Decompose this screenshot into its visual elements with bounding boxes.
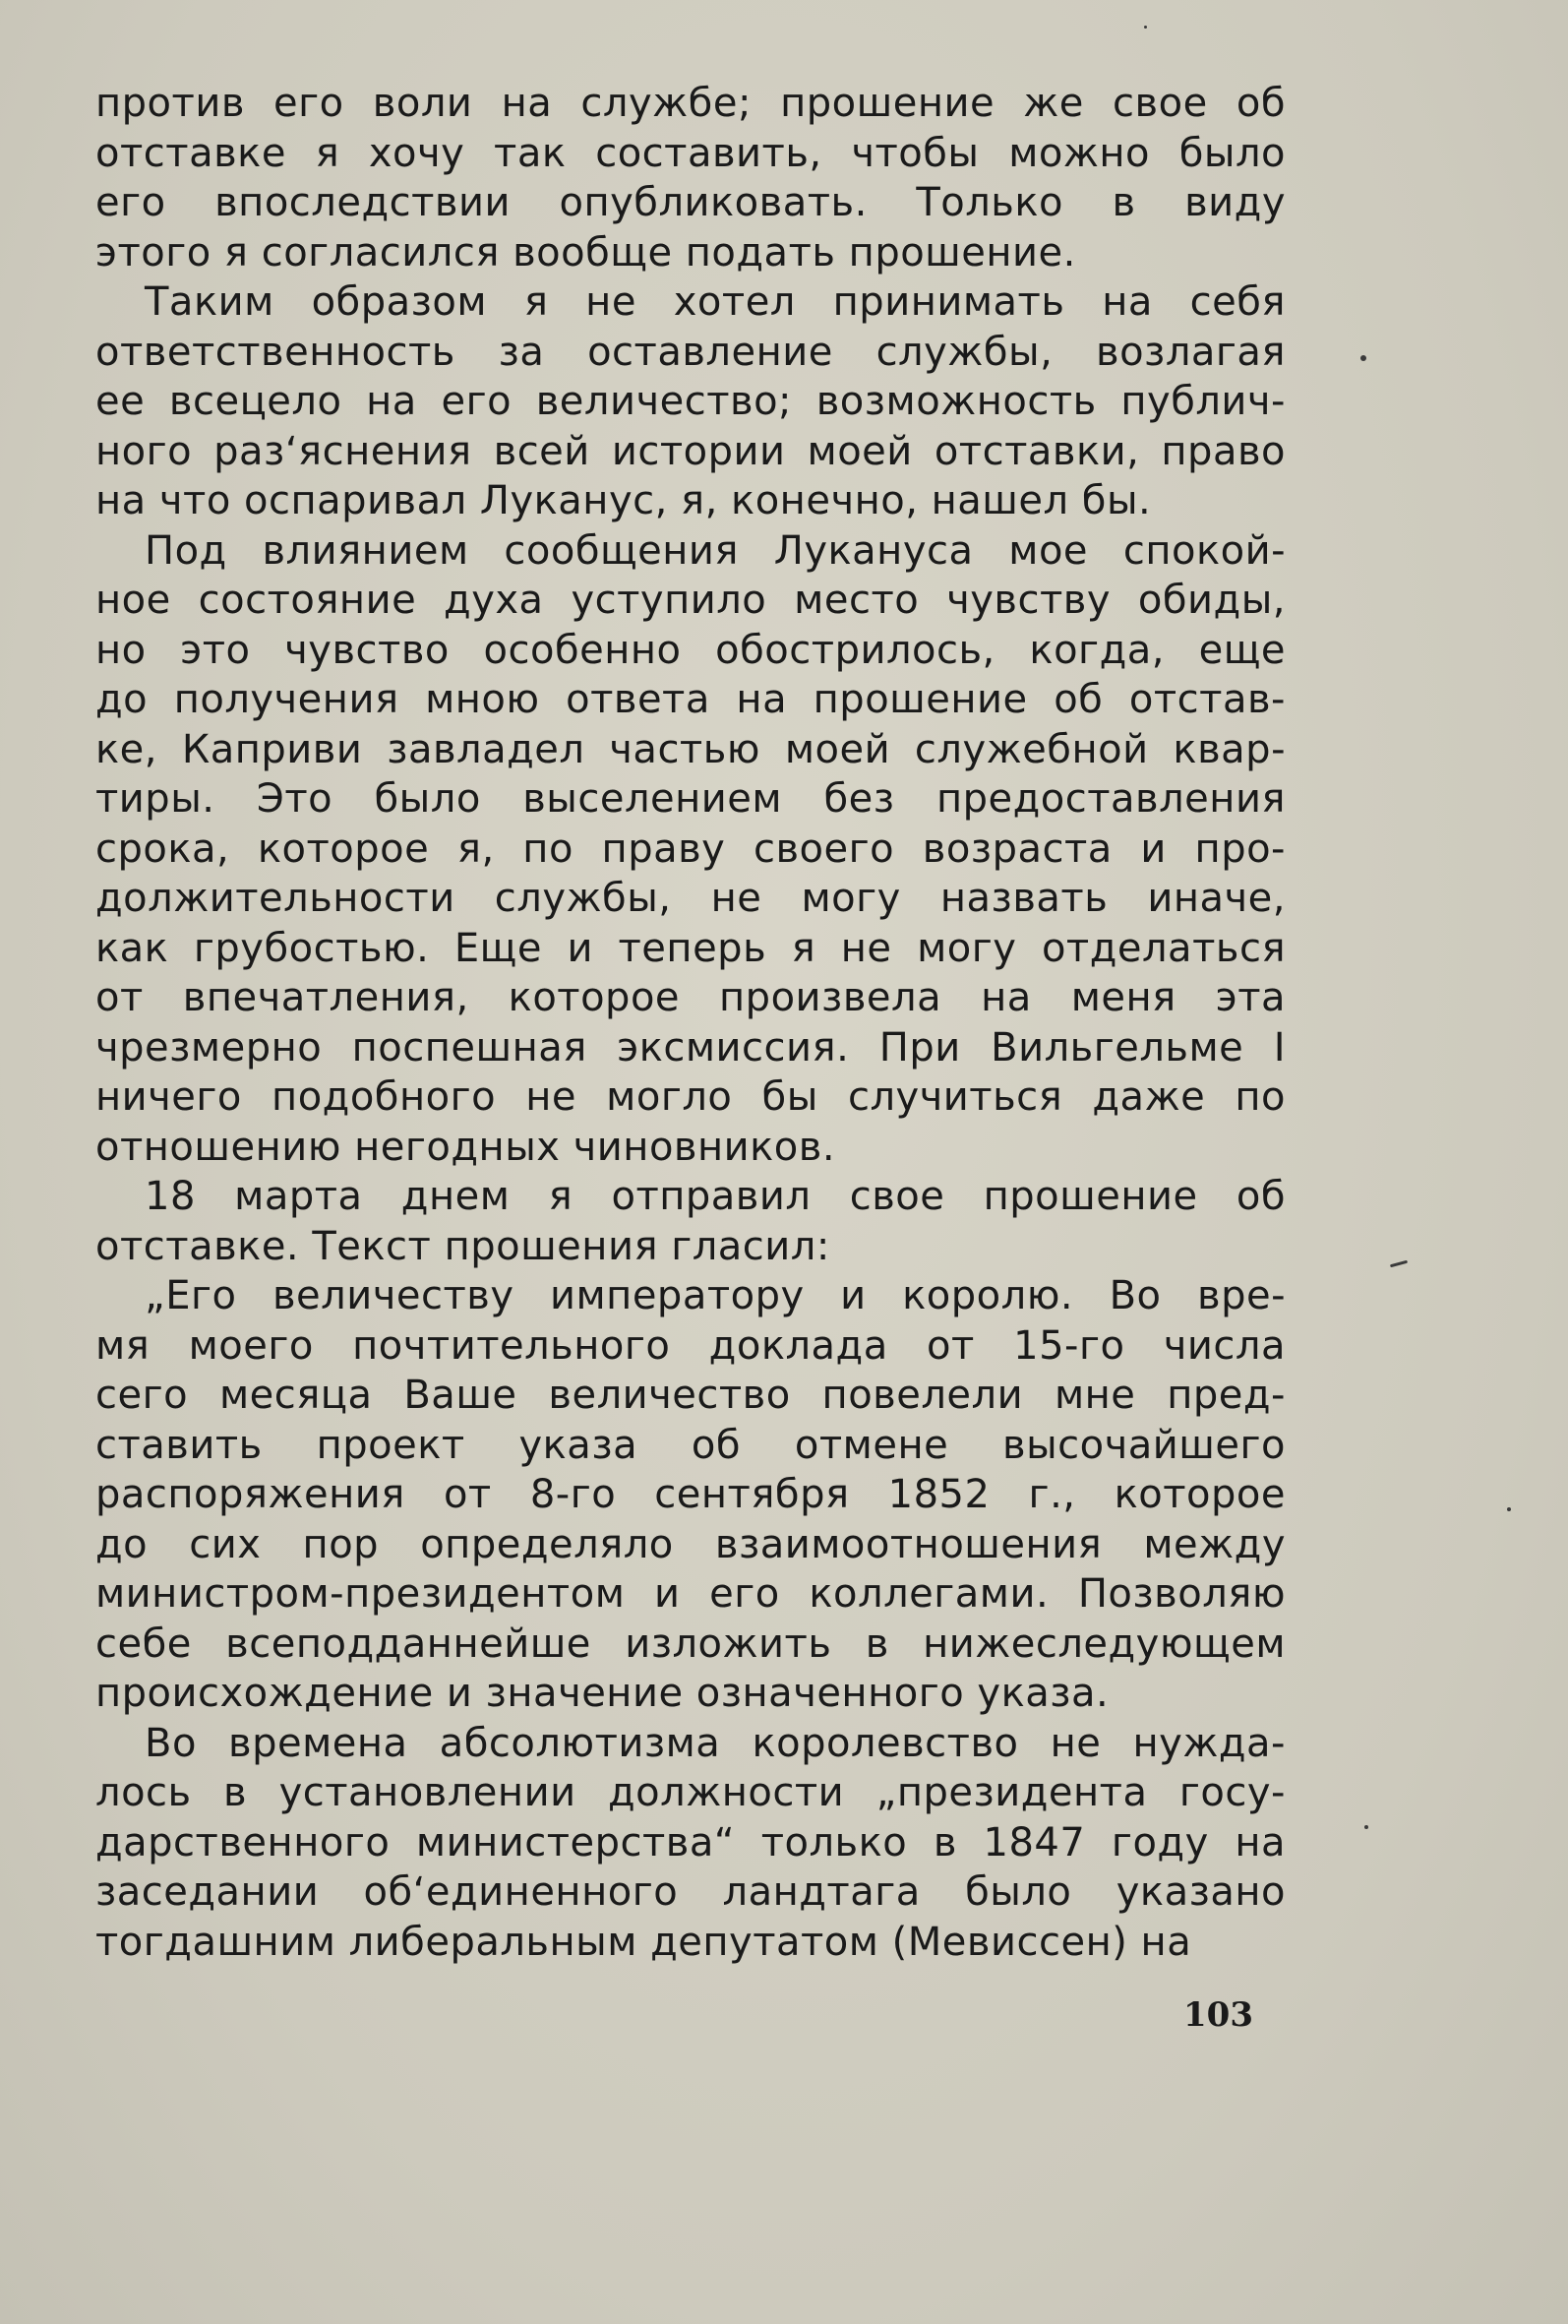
text-line: от впечатления, которое произвела на меня эта [95,975,1286,1020]
text-line: Под влиянием сообщения Лукануса мое спокой- [145,527,1286,574]
text-line: чрезмерно поспешная эксмиссия. При Вильгельме I [95,1024,1286,1070]
print-speck [1390,1260,1408,1268]
text-line: распоряжения от 8-го сентября 1852 г., которое [95,1472,1286,1517]
text-line: мя моего почтительного доклада от 15-го числа [95,1322,1286,1369]
text-line: ответственность за оставление службы, возлагая [95,329,1286,375]
print-speck [1360,355,1366,361]
text-line: 18 марта днем я отправил свое прошение об [145,1174,1286,1219]
text-line: тиры. Это было выселением без предоставления [95,776,1286,822]
text-line: отношению негодных чиновников. [95,1124,836,1170]
text-line: тогдашним либеральным депутатом (Мевиссен) на [95,1919,1192,1965]
text-line: его впоследствии опубликовать. Только в виду [95,180,1286,225]
text-line: происхождение и значение означенного указа. [95,1671,1110,1716]
text-line: Во времена абсолютизма королевство не нужда- [145,1720,1286,1766]
text-line: лось в установлении должности „президента госу- [95,1770,1286,1815]
text-line: до сих пор определяло взаимоотношения между [95,1521,1286,1567]
paragraph [95,1172,1286,1271]
text-line: ного раз‘яснения всей истории моей отставки, право [95,428,1286,474]
text-line: должительности службы, не могу назвать иначе, [95,876,1286,921]
text-line: но это чувство особенно обострилось, когда, еще [95,627,1286,673]
text-line: до получения мною ответа на прошение об отстав- [95,677,1286,722]
text-line: как грубостью. Еще и теперь я не могу отделаться [95,925,1286,971]
text-line: против его воли на службе; прошение же свое об [95,81,1286,126]
text-line: отставке я хочу так составить, чтобы можно было [95,130,1286,176]
text-line: ничего подобного не могло бы случиться даже по [95,1074,1286,1120]
text-line: дарственного министерства“ только в 1847 году на [95,1819,1286,1865]
paragraph [95,526,1286,1173]
print-speck [1364,1825,1368,1829]
text-line: на что оспаривал Луканус, я, конечно, нашел бы. [95,478,1152,523]
paragraph [95,79,1286,277]
print-speck [1507,1507,1511,1511]
text-line: ставить проект указа об отмене высочайшего [95,1422,1286,1468]
text-line: ее всецело на его величество; возможность публич- [95,379,1286,424]
paragraph [95,1271,1286,1719]
text-line: „Его величеству императору и королю. Во вре- [145,1273,1286,1318]
text-line: отставке. Текст прошения гласил: [95,1223,830,1269]
body-text [95,79,1286,1967]
text-line: министром-президентом и его коллегами. Позволяю [95,1571,1286,1617]
text-line: этого я согласился вообще подать прошение. [95,229,1076,275]
text-line: сего месяца Ваше величество повелели мне пред- [95,1373,1286,1418]
text-line: заседании об‘единенного ландтага было указано [95,1869,1286,1915]
text-line: срока, которое я, по праву своего возраста и про- [95,826,1286,872]
text-line: себе всеподданнейше изложить в нижеследующем [95,1621,1286,1667]
paragraph [95,1719,1286,1968]
page-number: 103 [1183,1995,1253,2035]
text-line: ке, Каприви завладел частью моей служебной квар- [95,726,1286,772]
print-speck [1144,26,1147,29]
text-line: Таким образом я не хотел принимать на себя [145,279,1286,325]
text-line: ное состояние духа уступило место чувству обиды, [95,578,1286,623]
paragraph [95,277,1286,526]
